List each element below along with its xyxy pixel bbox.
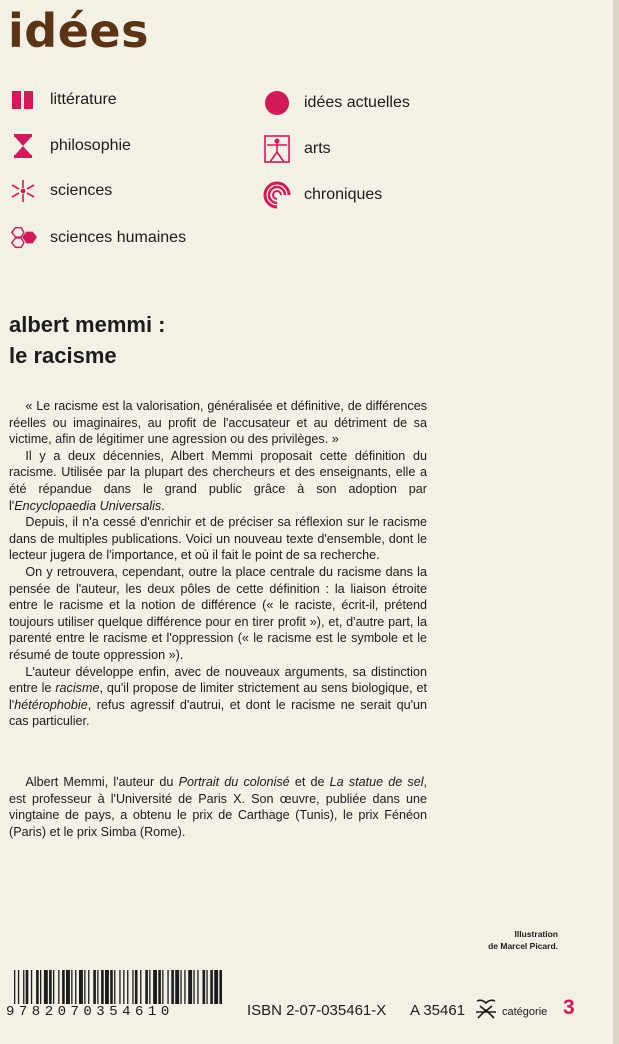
barcode-bar [44,970,48,1004]
blurb-paragraph: Depuis, il n'a cessé d'enrichir et de préciser sa réflexion sur le racisme dans de multiples publications. Voici un nouveau texte d'ensemble, dont le lecteur jugera de l'importance, et où il fait le point de sa recherche. [9,515,427,563]
asterisk-star-icon [8,176,38,206]
blurb [9,398,427,730]
barcode-bar [105,970,109,1004]
barcode-bar [214,970,218,1004]
category-chroniques [262,180,382,210]
barcode-bar [40,970,41,1004]
barcode-bar [123,970,124,1004]
credit-line: Illustration [514,929,558,939]
barcode-bar [26,970,29,1004]
text-run: Il y a deux décennies, Albert Memmi proposait cette définition du racisme. Utilisée par la plupart des chercheurs et des enseignants, elle a été répandue dans le grand public grâce à son adoption par l' [9,448,427,513]
barcode [8,970,230,1032]
blurb-paragraph [9,448,427,514]
barcode-bar [110,970,113,1004]
barcode-bar [101,970,104,1004]
blurb-paragraph: « Le racisme est la valorisation, généralisée et définitive, de différences réelles ou imaginaires, au profit de l'accusateur et au détriment de sa victime, afin de légitimer une agression ou des privilèges. » [9,399,427,447]
page-edge [613,0,619,1044]
barcode-bar [53,970,54,1004]
circle-dot-icon [262,88,292,118]
credit-line: de Marcel Picard. [488,941,558,951]
barcode-bar [114,970,115,1004]
category-label: arts [304,140,331,157]
category-label: sciences [50,182,113,199]
barcode-bar [71,970,72,1004]
text-run: , qu'il propose de limiter strictement au sens biologique, et l' [9,681,427,712]
barcode-bar [145,970,148,1004]
barcode-digits: 9782070354610 [6,1004,232,1020]
barcode-bar [149,970,150,1004]
text-run: L'auteur développe enfin, avec de nouveaux arguments, sa distinction entre le [9,664,427,696]
barcode-bar [119,970,120,1004]
barcode-bar [162,970,163,1004]
spiral-icon [262,180,292,210]
barcode-bar [167,970,168,1004]
barcode-bar [219,970,222,1004]
barcode-bar [79,970,83,1004]
category-litterature [8,85,117,115]
term-heterophobie: hétérophobie [14,697,88,712]
category-sciences-humaines [8,223,186,253]
barcode-bar [75,970,76,1004]
book-title-author: albert memmi : [9,312,166,337]
blurb-paragraph [9,664,427,730]
text-run: . [161,498,165,513]
category-idees-actuelles [262,88,410,118]
category-label: chroniques [304,186,383,203]
barcode-bar [197,970,198,1004]
barcode-bar [184,970,185,1004]
category-label: philosophie [50,137,131,154]
barcode-bar [84,970,85,1004]
barcode-bar [31,970,32,1004]
category-philosophie [8,131,131,161]
work-title: La statue de sel [329,775,424,789]
work-title: Portrait du colonisé [178,775,290,789]
term-racisme: racisme [55,681,100,696]
author-paragraph [9,774,427,840]
category-label: littérature [50,91,117,108]
category-label: catégorie [502,1006,548,1018]
barcode-bar [93,970,96,1004]
book-title [9,309,166,371]
encyclopaedia-title: Encyclopaedia Universalis [14,498,162,513]
barcode-bar [135,970,138,1004]
barcode-bar [14,970,15,1004]
illustration-credit [470,928,558,952]
barcode-bar [36,970,39,1004]
barcode-bar [210,970,213,1004]
barcode-bar [127,970,128,1004]
barcode-bar [175,970,179,1004]
category-sciences [8,176,112,206]
catalog-code: A 35461 [410,1002,466,1019]
barcode-bar [203,970,206,1004]
barcode-bar [49,970,52,1004]
barcode-bar [140,970,141,1004]
book-bars-icon [8,85,38,115]
publisher-logo-icon [474,997,498,1021]
hexagon-cluster-icon [8,223,38,253]
category-arts [262,134,331,164]
barcode-bar [88,970,89,1004]
text-run: , refus agressif d'autrui, et dont le racisme ne serait qu'un cas particulier. [9,697,427,729]
barcode-bar [158,970,161,1004]
barcode-bar [97,970,98,1004]
author-note [9,774,427,840]
category-number: 3 [563,996,575,1019]
barcode-bar [206,970,207,1004]
blurb-paragraph: On y retrouvera, cependant, outre la place centrale du racisme dans la pensée de l'auteur, les deux pôles de cette définition : la liaison étroite entre le racisme et la notion de différence (« le raciste, écrit-il, prétend toujours utiliser quelque différence pour en tirer profit »), et, d'autre part, la parenté entre le racisme et l'oppression (« le racisme est le symbole et le résumé de toute oppression »). [9,564,427,662]
text-run: Albert Memmi, l'auteur du [25,775,179,789]
barcode-bar [23,970,24,1004]
text-run: , est professeur à l'Université de Paris X. Son œuvre, publiée dans une vingtaine de pays, a obtenu le prix de Carthage (Tunis), le prix Fénéon (Paris) et le prix Simba (Rome). [9,775,428,839]
barcode-bar [18,970,19,1004]
category-label: sciences humaines [50,229,187,246]
text-run: et de [289,775,330,789]
barcode-bar [62,970,65,1004]
barcode-bar [153,970,157,1004]
isbn: ISBN 2-07-035461-X [247,1002,387,1019]
vitruvian-man-icon [262,134,292,164]
barcode-bar [58,970,59,1004]
barcode-bar [171,970,174,1004]
category-label: idées actuelles [304,94,410,111]
barcode-bar [193,970,194,1004]
barcode-bar [180,970,181,1004]
hourglass-icon [8,131,38,161]
barcode-bar [188,970,192,1004]
series-title: idées [8,4,149,58]
book-title-name: le racisme [9,343,117,368]
barcode-bar [66,970,70,1004]
barcode-bar [132,970,133,1004]
